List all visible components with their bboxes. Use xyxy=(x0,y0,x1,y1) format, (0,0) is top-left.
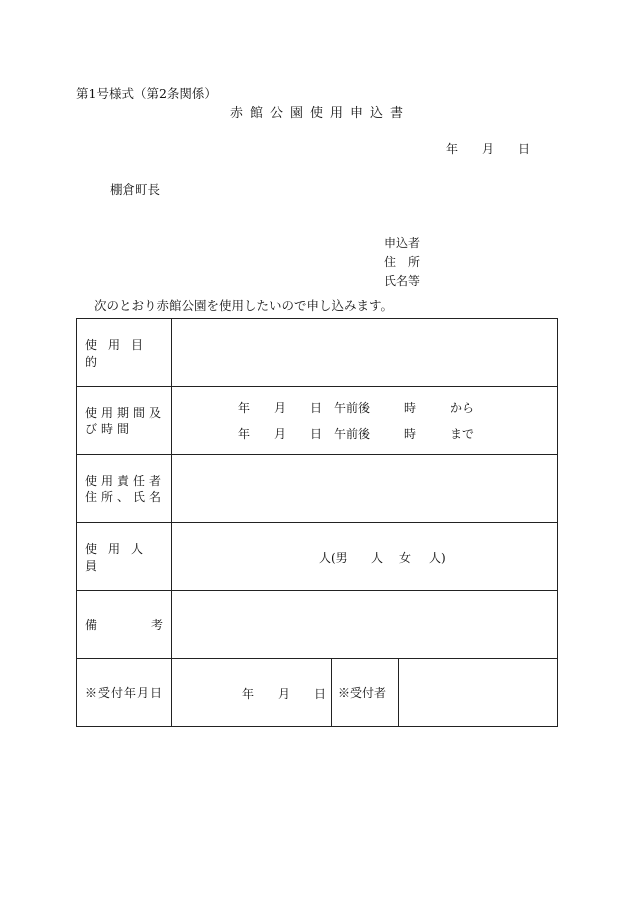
applicant-address-label: 住 所 xyxy=(384,255,421,269)
row-remarks xyxy=(77,591,558,659)
applicant-block xyxy=(384,234,420,291)
receiver-field[interactable] xyxy=(399,659,558,727)
row-period xyxy=(77,387,558,455)
applicant-label: 申込者 xyxy=(384,236,421,250)
date-year-label: 年 xyxy=(446,142,459,156)
received-date-label: ※受付年月日 xyxy=(77,659,172,727)
row-purpose xyxy=(77,319,558,387)
period-field[interactable]: 年 月 日 午前後 時 から 年 月 日 午前後 時 まで xyxy=(172,387,558,455)
addressee: 棚倉町長 xyxy=(110,182,161,197)
form-title: 赤館公園使用申込書 xyxy=(229,106,410,121)
remarks-field[interactable] xyxy=(172,591,558,659)
date-month-label: 月 xyxy=(482,142,495,156)
row-people xyxy=(77,523,558,591)
period-label: 使用期間及 び時間 xyxy=(77,387,172,455)
row-responsible xyxy=(77,455,558,523)
received-date-field[interactable]: 年 月 日 xyxy=(172,659,332,727)
purpose-label: 使用目的 xyxy=(77,319,172,387)
row-received xyxy=(77,659,558,727)
intro-text: 次のとおり赤館公園を使用したいので申し込みます。 xyxy=(94,298,394,313)
responsible-field[interactable] xyxy=(172,455,558,523)
people-label: 使用人員 xyxy=(77,523,172,591)
responsible-label: 使用責任者 住所、氏名 xyxy=(77,455,172,523)
people-field[interactable]: 人(男 人 女 人) xyxy=(172,523,558,591)
receiver-label: ※受付者 xyxy=(332,659,399,727)
date-day-label: 日 xyxy=(518,142,531,156)
applicant-name-label: 氏名等 xyxy=(384,274,421,288)
form-number: 第1号様式（第2条関係） xyxy=(76,86,217,101)
application-table xyxy=(76,318,558,727)
remarks-label: 備 考 xyxy=(77,591,172,659)
purpose-field[interactable] xyxy=(172,319,558,387)
